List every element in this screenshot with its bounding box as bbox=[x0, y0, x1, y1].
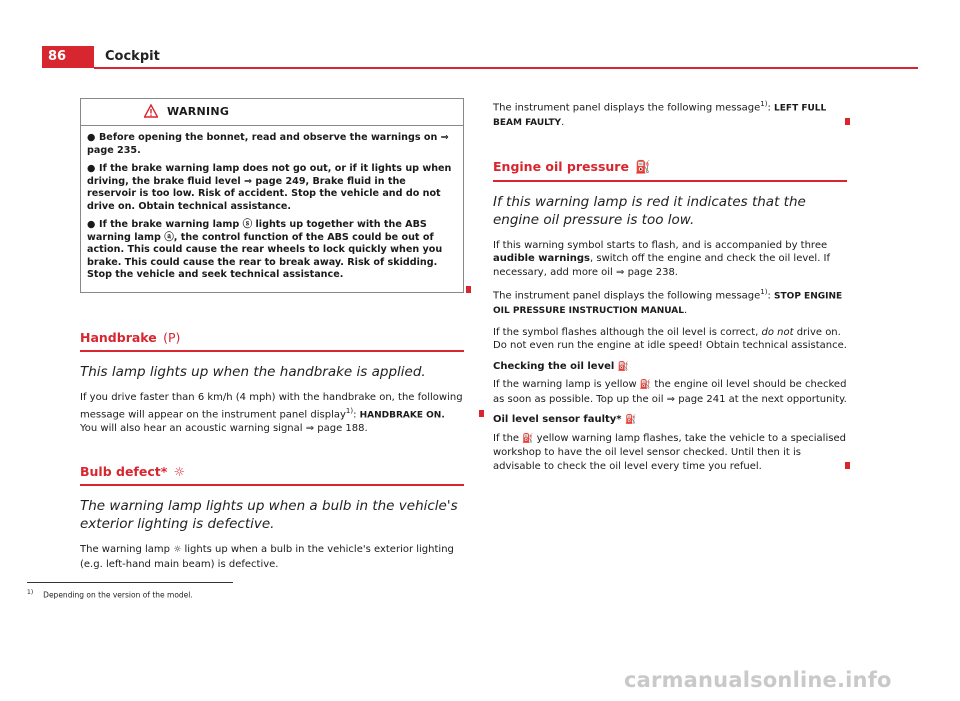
handbrake-icon: (P) bbox=[163, 329, 181, 345]
beam-fault-paragraph: The instrument panel displays the following message$^{1)}$: LEFT FULL BEAM FAULTY. bbox=[493, 100, 827, 128]
oil-can-icon: ⛽ bbox=[617, 361, 630, 372]
oil-can-icon: ⛽ bbox=[639, 380, 652, 391]
oil-lead: If this warning lamp is red it indicates that the engine oil pressure is too low. bbox=[493, 193, 806, 228]
oil-paragraph-2: The instrument panel displays the following message$^{1)}$: STOP ENGINE OIL PRESSURE INSTRUCTION MANUAL. bbox=[493, 288, 843, 317]
oil-sensor-paragraph: If the ⛽ yellow warning lamp flashes, take the vehicle to a specialised workshop to have the oil level sensor checked. Until then it is advisable to check the oil level every time you refuel. bbox=[493, 432, 846, 472]
page-header-title: Cockpit bbox=[105, 49, 160, 64]
header-rule bbox=[94, 67, 918, 69]
bulb-icon: ☼ bbox=[173, 463, 185, 479]
oil-paragraph-1: If this warning symbol starts to flash, and is accompanied by three audible warnings, switch off the engine and check the oil level. If necessary, add more oil ⇒ page 238. bbox=[493, 239, 831, 278]
section-end-marker bbox=[845, 118, 850, 125]
warning-header bbox=[81, 99, 463, 126]
check-oil-subheading: Checking the oil level ⛽ bbox=[493, 360, 847, 375]
handbrake-heading: Handbrake (P) bbox=[80, 331, 464, 353]
warning-item: ● If the brake warning lamp ⓢ lights up together with the ABS warning lamp ⓐ, the control function of the ABS could be out of action. This could cause the rear wheels to lock quickly when you brake. This could cause the rear to break away. Risk of skidding. Stop the vehicle and seek technical assistance. bbox=[87, 219, 443, 280]
warning-triangle-icon bbox=[144, 104, 158, 118]
bulb-lead: The warning lamp lights up when a bulb in the vehicle's exterior lighting is defective. bbox=[80, 498, 458, 533]
section-end-marker bbox=[845, 462, 850, 469]
bulb-defect-heading: Bulb defect* ☼ bbox=[80, 465, 464, 487]
oil-can-icon: ⛽ bbox=[522, 433, 534, 444]
oil-sensor-subheading: Oil level sensor faulty* ⛽ bbox=[493, 413, 847, 428]
warning-body bbox=[81, 126, 463, 292]
section-end-marker bbox=[466, 286, 471, 293]
right-column bbox=[493, 98, 847, 480]
warning-item: ● Before opening the bonnet, read and observe the warnings on ⇒ page 235. bbox=[87, 132, 449, 156]
handbrake-lead: This lamp lights up when the handbrake is applied. bbox=[80, 364, 426, 380]
bulb-icon: ☼ bbox=[173, 545, 182, 556]
warning-item: ● If the brake warning lamp does not go out, or if it lights up when driving, the brake fluid level ⇒ page 249, Brake fluid in the reservoir is too low. Risk of accident. Stop the vehicle and do not drive on. Obtain technical assistance. bbox=[87, 163, 452, 212]
check-oil-paragraph: If the warning lamp is yellow ⛽ the engine oil level should be checked as soon as possible. Top up the oil ⇒ page 241 at the next opportunity. bbox=[493, 379, 847, 405]
oil-can-icon: ⛽ bbox=[635, 159, 651, 175]
warning-box bbox=[80, 98, 464, 293]
section-end-marker bbox=[479, 410, 484, 417]
oil-can-icon: ⛽ bbox=[625, 415, 637, 426]
footnote: $^{1)}$ Depending on the version of the model. bbox=[27, 589, 193, 600]
oil-pressure-heading: Engine oil pressure ⛽ bbox=[493, 160, 847, 182]
watermark: carmanualsonline.info bbox=[624, 668, 892, 692]
handbrake-paragraph: If you drive faster than 6 km/h (4 mph) with the handbrake on, the following message will appear on the instrument panel display$^{1)}$: HANDBRAKE ON. You will also hear an acoustic warning signal ⇒ page 188. bbox=[80, 391, 464, 436]
page-number: 86 bbox=[42, 46, 94, 68]
bulb-paragraph: The warning lamp ☼ lights up when a bulb in the vehicle's exterior lighting (e.g. left-hand main beam) is defective. bbox=[80, 544, 454, 570]
left-column bbox=[80, 98, 464, 578]
warning-title: WARNING bbox=[167, 105, 230, 118]
oil-paragraph-3: If the symbol flashes although the oil level is correct, do not drive on. Do not even run the engine at idle speed! Obtain technical assistance. bbox=[493, 326, 847, 352]
footnote-rule bbox=[27, 582, 233, 583]
